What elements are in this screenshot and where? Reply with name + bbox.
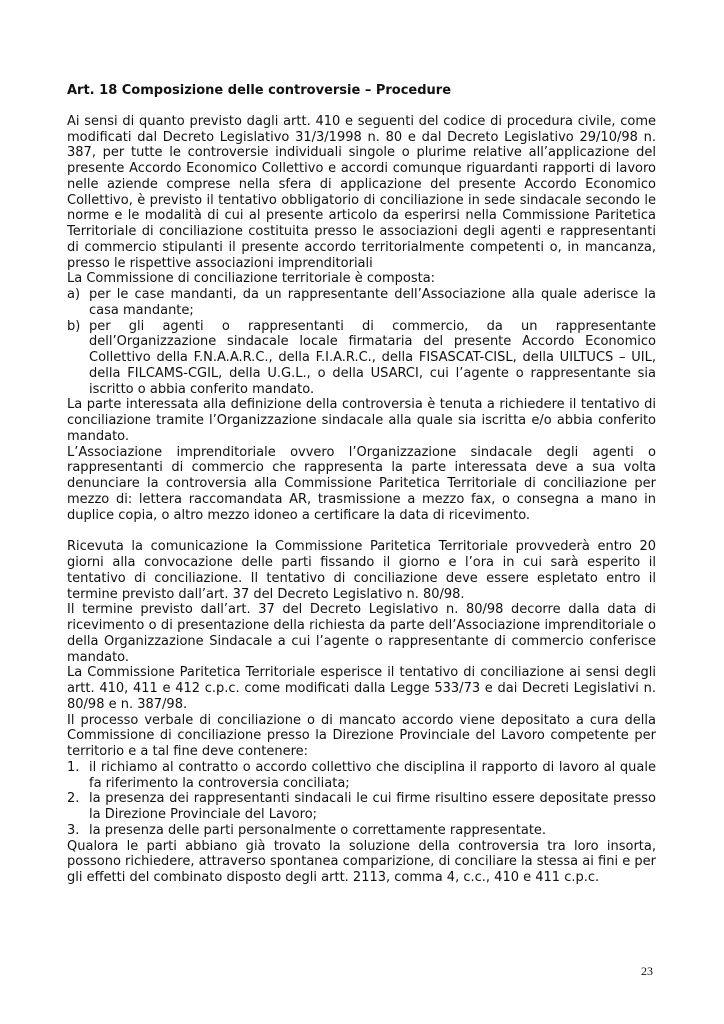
list-item-text: la presenza delle parti personalmente o correttamente rappresentate. — [89, 822, 547, 838]
list-item-text: per gli agenti o rappresentanti di commercio, da un rappresentante dell’Organizzazione sindacale locale firmataria del presente Accordo Economico Collettivo della F.N.A.A.R.C., della F.I.A.R.C., della FISASCAT-CISL, della UILTUCS – UIL, della FILCAMS-CGIL, della U.G.L., o della USARCI, cui l’agente o rappresentante sia iscritto o abbia conferito mandato. — [89, 318, 656, 397]
document-body — [67, 83, 656, 886]
paragraph: Ai sensi di quanto previsto dagli artt. 410 e seguenti del codice di procedura civile, come modificati dal Decreto Legislativo 31/3/1998 n. 80 e dal Decreto Legislativo 29/10/98 n. 387, per tutte le controversie individuali singole o plurime relative all’applicazione del presente Accordo Economico Collettivo e accordi comunque riguardanti rapporti di lavoro nelle aziende comprese nella sfera di applicazione del presente Accordo Economico Collettivo, è previsto il tentativo obbligatorio di conciliazione in sede sindacale secondo le norme e le modalità di cui al presente articolo da esperirsi nella Commissione Paritetica Territoriale di conciliazione costituita presso le associazioni degli agenti e rappresentanti di commercio stipulanti il presente accordo territorialmente competenti o, in mancanza, presso le rispettive associazioni imprenditoriali — [67, 113, 656, 271]
page-number: 23 — [641, 964, 653, 978]
list-item — [67, 823, 656, 839]
list-item — [67, 287, 656, 319]
list-item — [67, 791, 656, 823]
paragraph: Ricevuta la comunicazione la Commissione Paritetica Territoriale provvederà entro 20 giorni alla convocazione delle parti fissando il giorno e l’ora in cui sarà esperito il tentativo di conciliazione. Il tentativo di conciliazione deve essere espletato entro il termine previsto dall’art. 37 del Decreto Legislativo n. 80/98. — [67, 539, 656, 602]
paragraph: La Commissione Paritetica Territoriale esperisce il tentativo di conciliazione ai sensi degli artt. 410, 411 e 412 c.p.c. come modificati dalla Legge 533/73 e dai Decreti Legislativi n. 80/98 e n. 387/98. — [67, 665, 656, 712]
list-item-text: il richiamo al contratto o accordo collettivo che disciplina il rapporto di lavoro al quale fa riferimento la controversia conciliata; — [89, 759, 656, 791]
article-title: Art. 18 Composizione delle controversie – Procedure — [67, 83, 452, 98]
list-item — [67, 760, 656, 792]
list-marker: 2. — [67, 791, 80, 807]
list-marker: b) — [67, 318, 81, 334]
paragraph-spacer — [67, 523, 656, 539]
paragraph: L’Associazione imprenditoriale ovvero l’Organizzazione sindacale degli agenti o rappresentanti di commercio che rappresenta la parte interessata deve a sua volta denunciare la controversia alla Commissione Paritetica Territoriale di conciliazione per mezzo di: lettera raccomandata AR, trasmissione a mezzo fax, o consegna a mano in duplice copia, o altro mezzo idoneo a certificare la data di ricevimento. — [67, 444, 656, 523]
paragraph: Il termine previsto dall’art. 37 del Decreto Legislativo n. 80/98 decorre dalla data di ricevimento o di presentazione della richiesta da parte dell’Associazione imprenditoriale o della Organizzazione Sindacale a cui l’agente o rappresentante di commercio conferisce mandato. — [67, 602, 656, 665]
paragraph: La Commissione di conciliazione territoriale è composta: — [67, 271, 436, 287]
paragraph: Il processo verbale di conciliazione o di mancato accordo viene depositato a cura della Commissione di conciliazione presso la Direzione Provinciale del Lavoro competente per territorio e a tal fine deve contenere: — [67, 712, 656, 759]
paragraph: La parte interessata alla definizione della controversia è tenuta a richiedere il tentativo di conciliazione tramite l’Organizzazione sindacale alla quale sia iscritta e/o abbia conferito mandato. — [67, 397, 656, 444]
list-marker: a) — [67, 287, 81, 302]
list-marker: 1. — [67, 759, 80, 775]
paragraph: Qualora le parti abbiano già trovato la soluzione della controversia tra loro insorta, possono richiedere, attraverso spontanea comparizione, di conciliare la stessa ai fini e per gli effetti del combinato disposto degli artt. 2113, comma 4, c.c., 410 e 411 c.p.c. — [67, 838, 656, 885]
list-marker: 3. — [67, 822, 80, 838]
list-item — [67, 319, 656, 398]
list-item-text: la presenza dei rappresentanti sindacali le cui firme risultino essere depositate presso la Direzione Provinciale del Lavoro; — [89, 791, 656, 822]
list-item-text: per le case mandanti, da un rappresentante dell’Associazione alla quale aderisce la casa mandante; — [89, 287, 656, 318]
